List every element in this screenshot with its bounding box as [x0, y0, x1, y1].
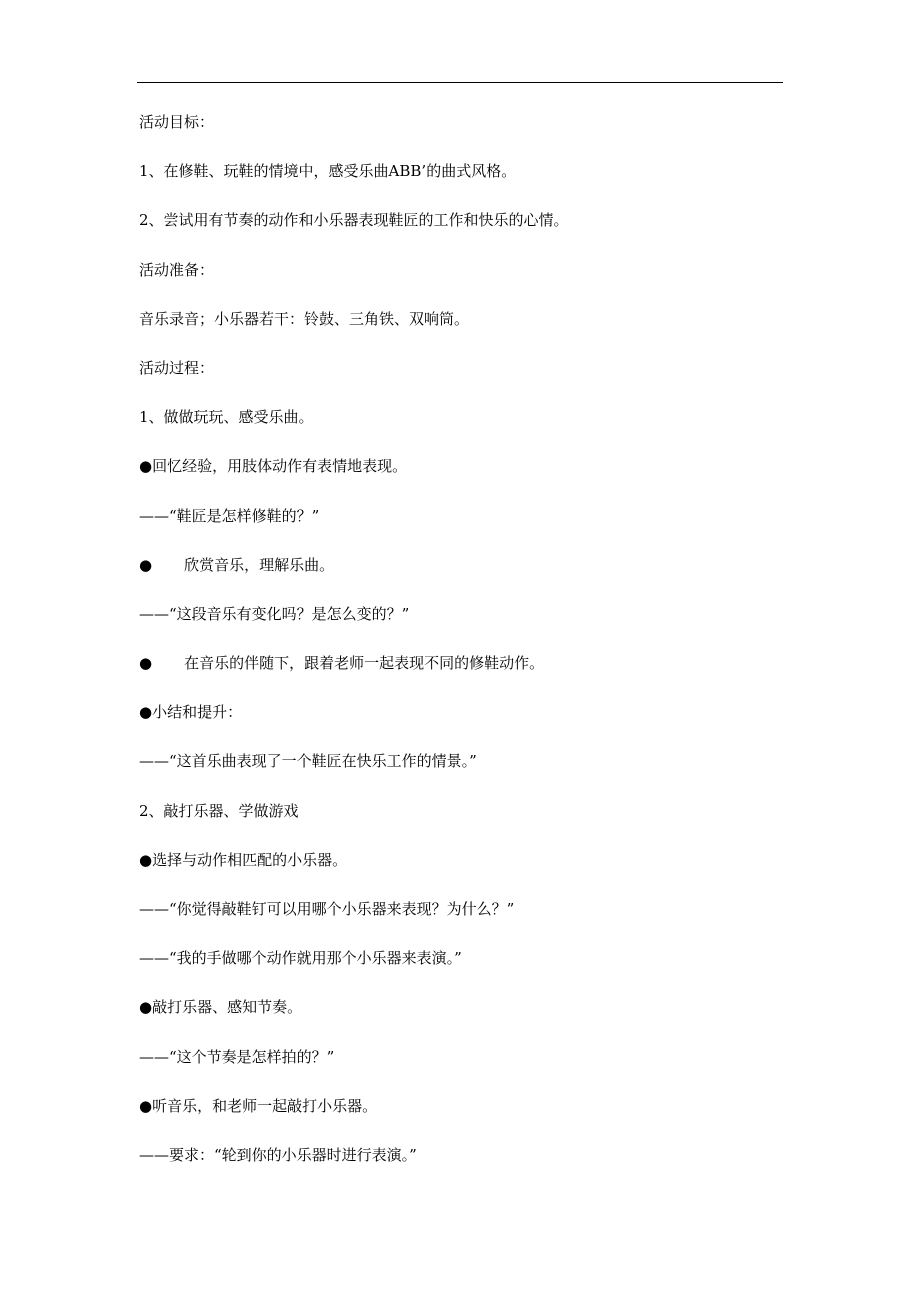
quote-line: ——“这个节奏是怎样拍的？”	[139, 1047, 335, 1066]
bullet-text: 欣赏音乐，理解乐曲。	[184, 555, 335, 574]
quote-line: ——“我的手做哪个动作就用那个小乐器来表演。”	[139, 949, 462, 968]
bullet-item: ●听音乐，和老师一起敲打小乐器。	[139, 1096, 378, 1115]
goal-item-1: 1、在修鞋、玩鞋的情境中，感受乐曲ABB’的曲式风格。	[139, 162, 517, 181]
section-heading-goals: 活动目标：	[139, 113, 215, 131]
process-step-2: 2、敲打乐器、学做游戏	[139, 801, 299, 820]
section-heading-preparation: 活动准备：	[139, 260, 215, 279]
bullet-item: ●小结和提升：	[139, 703, 243, 722]
bullet-item: ●敲打乐器、感知节奏。	[139, 998, 303, 1017]
quote-line: ——“鞋匠是怎样修鞋的？”	[139, 506, 320, 525]
bullet-text: 在音乐的伴随下，跟着老师一起表现不同的修鞋动作。	[184, 654, 545, 673]
quote-line: ——“这段音乐有变化吗？是怎么变的？”	[139, 604, 410, 623]
bullet-item	[139, 550, 799, 599]
bullet-icon: ●	[139, 654, 153, 673]
bullet-item: ●回忆经验，用肢体动作有表情地表现。	[139, 457, 408, 476]
quote-line: ——“你觉得敲鞋钉可以用哪个小乐器来表现？为什么？”	[139, 900, 515, 918]
quote-line: ——“这首乐曲表现了一个鞋匠在快乐工作的情景。”	[139, 752, 477, 771]
goal-item-2: 2、尝试用有节奏的动作和小乐器表现鞋匠的工作和快乐的心情。	[139, 211, 569, 230]
bullet-item	[139, 648, 799, 697]
document-body	[139, 107, 799, 1189]
header-rule	[137, 82, 783, 83]
bullet-icon: ●	[139, 555, 153, 574]
preparation-text: 音乐录音；小乐器若干：铃鼓、三角铁、双响筒。	[139, 309, 470, 328]
process-step-1: 1、做做玩玩、感受乐曲。	[139, 408, 314, 427]
quote-line: ——要求：“轮到你的小乐器时进行表演。”	[139, 1145, 417, 1164]
section-heading-process: 活动过程：	[139, 358, 215, 377]
bullet-item: ●选择与动作相匹配的小乐器。	[139, 850, 348, 869]
